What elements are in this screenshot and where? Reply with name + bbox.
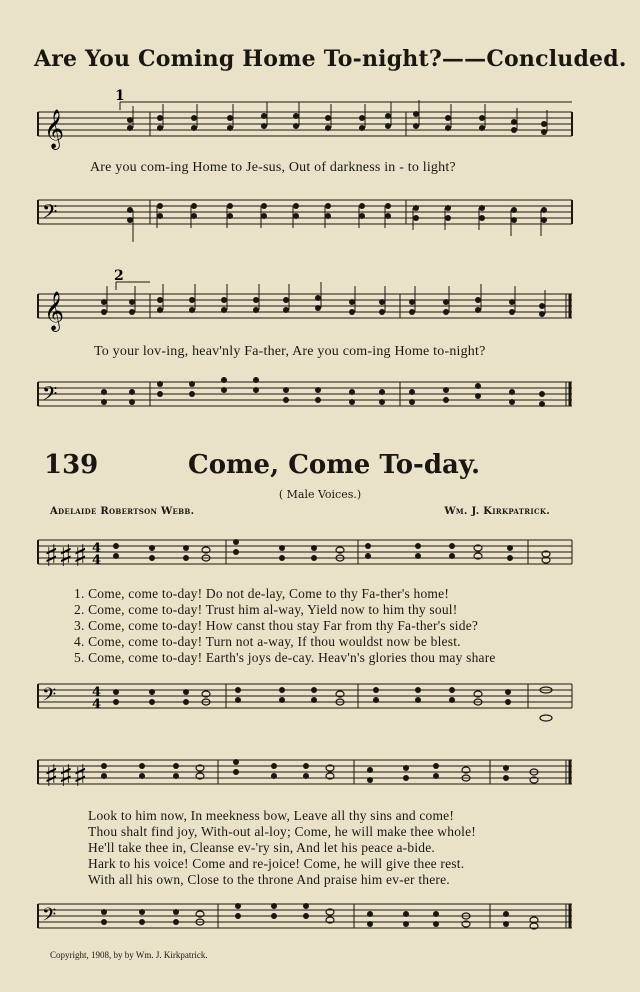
hymn-title: Come, Come To-day. [188, 450, 481, 480]
bass-clef-icon: 𝄢 [42, 382, 58, 410]
verse-line: Look to him now, In meekness bow, Leave all thy sins and come! [88, 808, 455, 823]
lyric-line-2: To your lov-ing, heav'nly Fa-ther, Are you com-ing Home to-night? [94, 344, 486, 359]
treble-clef-icon: 𝄞 [44, 109, 65, 149]
music-staff-bass-3 [0, 672, 640, 728]
sharp-key-signature-icon: ♯♯♯ [44, 759, 88, 794]
verse-line: 1. Come, come to-day! Do not de-lay, Come to thy Fa-ther's home! [74, 586, 450, 601]
treble-clef-icon: 𝄞 [44, 291, 65, 331]
time-signature-lower: 4 [92, 553, 102, 568]
verse-line: He'll take thee in, Cleanse ev-'ry sin, And let his peace a-bide. [88, 840, 435, 855]
music-staff-bass-2 [0, 370, 640, 430]
bass-clef-icon: 𝄢 [42, 905, 57, 930]
lyric-line-1: Are you com-ing Home to Je-sus, Out of darkness in - to light? [90, 160, 456, 175]
measure-label-1: 1 [115, 88, 125, 104]
note-heads [127, 111, 547, 135]
time-signature-lower: 4 [92, 697, 102, 712]
music-staff-treble-2 [0, 268, 640, 340]
music-staff-treble-3 [0, 528, 640, 584]
copyright-notice: Copyright, 1908, by by Wm. J. Kirkpatrick. [50, 950, 208, 960]
verse-line: 5. Come, come to-day! Earth's joys de-cay. Heav'n's glories thou may share [74, 650, 496, 665]
voicing-note: ( Male Voices.) [278, 488, 362, 501]
sharp-key-signature-icon: ♯♯♯ [44, 539, 88, 574]
bass-clef-icon: 𝄢 [42, 685, 57, 710]
author: Adelaide Robertson Webb. [50, 506, 195, 517]
previous-hymn-title: Are You Coming Home To-night?——Concluded. [34, 46, 627, 72]
music-staff-bass-1 [0, 188, 640, 248]
hymn-number: 139 [44, 450, 99, 480]
verse-line: With all his own, Close to the throne And praise him ev-er there. [88, 872, 450, 887]
bass-clef-icon: 𝄢 [42, 200, 58, 228]
verse-line: Hark to his voice! Come and re-joice! Come, he will give thee rest. [88, 856, 465, 871]
music-staff-treble-1 [0, 88, 640, 158]
verse-line: 4. Come, come to-day! Turn not a-way, If thou wouldst now be blest. [74, 634, 461, 649]
time-signature-icon: 4 [92, 541, 102, 556]
verse-line: Thou shalt find joy, With-out al-loy; Come, he will make thee whole! [88, 824, 476, 839]
verse-line: 3. Come, come to-day! How canst thou stay Far from thy Fa-ther's side? [74, 618, 479, 633]
time-signature-icon: 4 [92, 685, 102, 700]
music-staff-bass-4 [0, 892, 640, 948]
measure-label-2: 2 [114, 268, 124, 284]
verse-line: 2. Come, come to-day! Trust him al-way, Yield now to him thy soul! [74, 602, 458, 617]
music-staff-treble-4 [0, 748, 640, 804]
composer: Wm. J. Kirkpatrick. [444, 506, 550, 517]
